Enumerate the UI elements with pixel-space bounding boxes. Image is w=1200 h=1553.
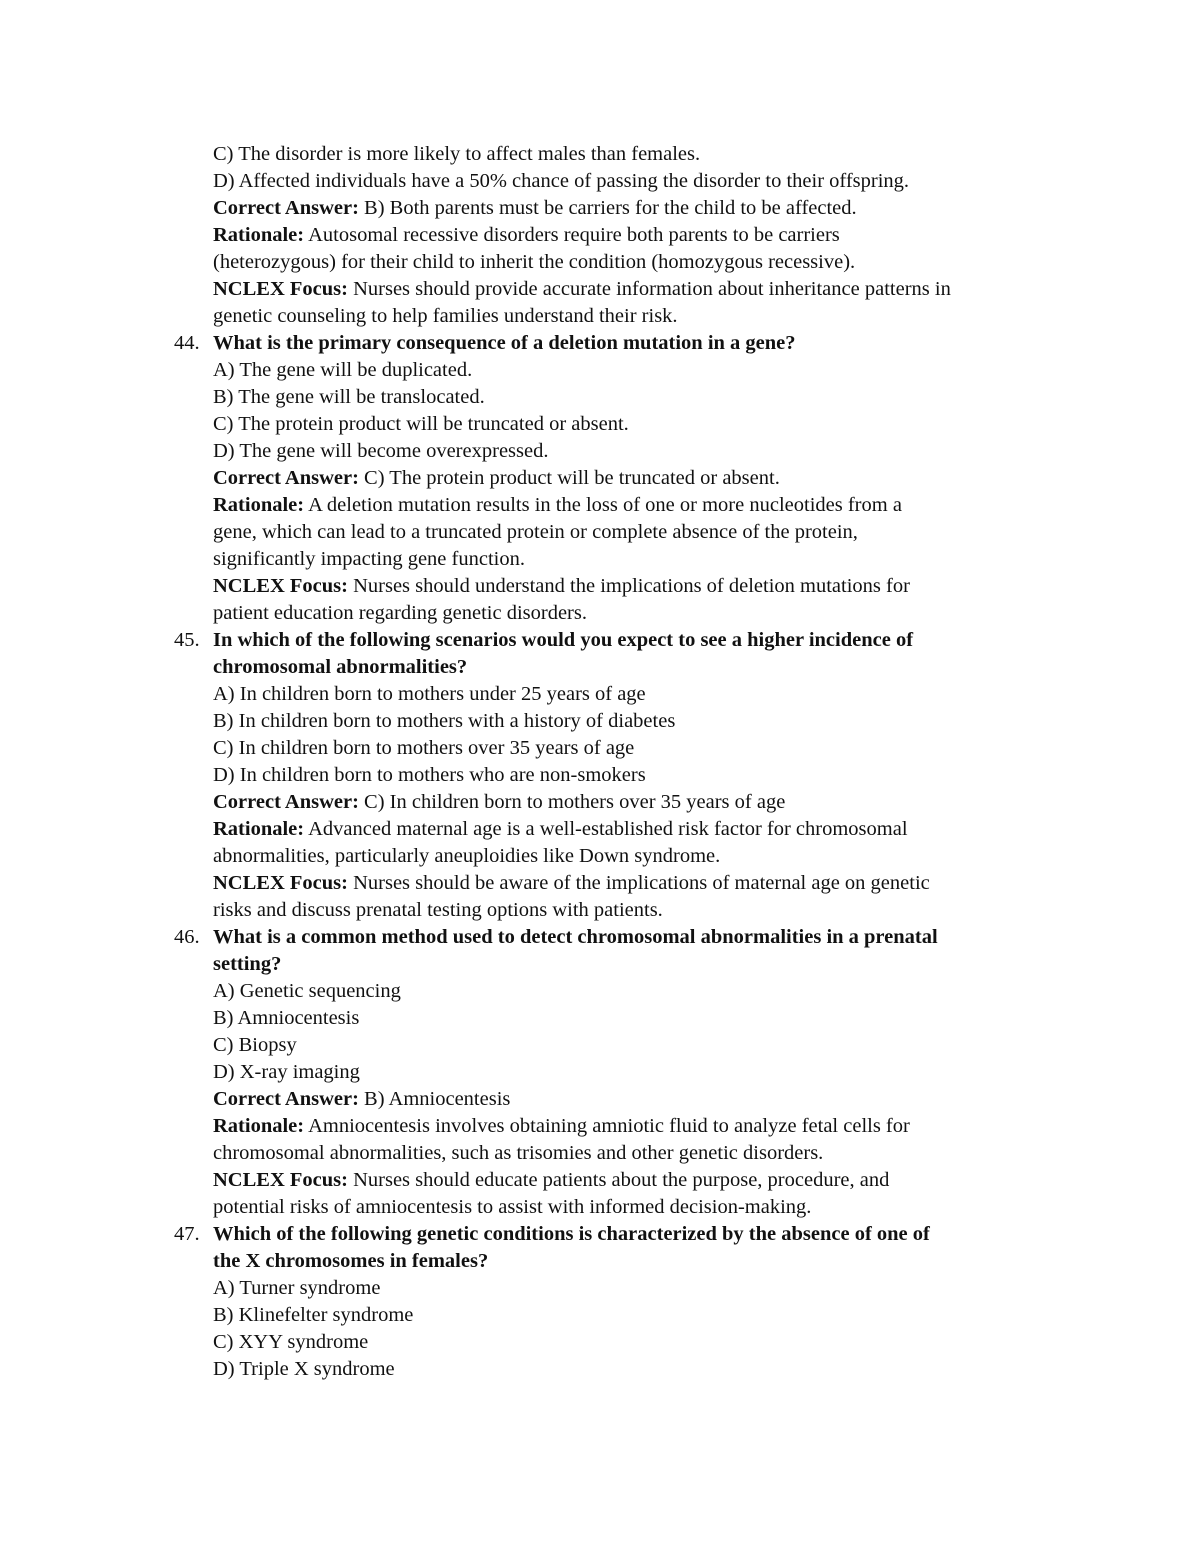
- question-number: 46.: [174, 926, 200, 948]
- nclex-focus-label: NCLEX Focus:: [213, 1169, 348, 1191]
- option-c: C) In children born to mothers over 35 years of age: [213, 737, 635, 759]
- nclex-focus-label: NCLEX Focus:: [213, 872, 348, 894]
- nclex-focus-text: potential risks of amniocentesis to assist with informed decision-making.: [213, 1196, 812, 1218]
- option-b: B) Amniocentesis: [213, 1007, 360, 1029]
- rationale-text: Advanced maternal age is a well-established risk factor for chromosomal: [304, 818, 908, 840]
- option-d: D) In children born to mothers who are non-smokers: [213, 764, 646, 786]
- correct-answer-text: B) Amniocentesis: [358, 1088, 511, 1110]
- rationale-label: Rationale:: [213, 818, 305, 840]
- nclex-focus-text: genetic counseling to help families understand their risk.: [213, 305, 678, 327]
- option-b: B) In children born to mothers with a history of diabetes: [213, 710, 676, 732]
- option-a: A) Genetic sequencing: [213, 980, 401, 1002]
- option-c: C) XYY syndrome: [213, 1331, 369, 1353]
- rationale: [0, 492, 1200, 519]
- option-d: D) X-ray imaging: [213, 1061, 360, 1083]
- option-a: A) Turner syndrome: [213, 1277, 381, 1299]
- document-page: [0, 141, 1200, 1383]
- rationale: [0, 1113, 1200, 1140]
- correct-answer: [0, 789, 1200, 816]
- nclex-focus-text: Nurses should provide accurate information about inheritance patterns in: [347, 278, 951, 300]
- rationale-text: Autosomal recessive disorders require both parents to be carriers: [304, 224, 840, 246]
- question-text: chromosomal abnormalities?: [213, 656, 468, 678]
- rationale: [0, 816, 1200, 843]
- rationale-text: (heterozygous) for their child to inherit the condition (homozygous recessive).: [213, 251, 856, 273]
- correct-answer-label: Correct Answer:: [213, 1088, 359, 1110]
- question-46: [0, 924, 1200, 1221]
- option-d: D) Affected individuals have a 50% chance of passing the disorder to their offspring.: [213, 170, 910, 192]
- option-c: C) The protein product will be truncated or absent.: [213, 413, 629, 435]
- nclex-focus: [0, 276, 1200, 303]
- correct-answer-label: Correct Answer:: [213, 791, 359, 813]
- nclex-focus-text: Nurses should understand the implications of deletion mutations for: [347, 575, 910, 597]
- question-text: the X chromosomes in females?: [213, 1250, 489, 1272]
- rationale: [0, 222, 1200, 249]
- nclex-focus-text: Nurses should be aware of the implications of maternal age on genetic: [347, 872, 930, 894]
- nclex-focus-label: NCLEX Focus:: [213, 278, 348, 300]
- question-43-continued: [0, 141, 1200, 330]
- question-text: 47. Which of the following genetic conditions is characterized by the absence of one of: [0, 1221, 1200, 1248]
- nclex-focus: [0, 870, 1200, 897]
- option-b: B) Klinefelter syndrome: [213, 1304, 414, 1326]
- question-45: [0, 627, 1200, 924]
- question-number: 47.: [174, 1223, 200, 1245]
- question-text: setting?: [213, 953, 282, 975]
- option-d: D) Triple X syndrome: [213, 1358, 395, 1380]
- rationale-text: chromosomal abnormalities, such as trisomies and other genetic disorders.: [213, 1142, 824, 1164]
- question-text: 44. What is the primary consequence of a deletion mutation in a gene?: [0, 330, 1200, 357]
- question-text: 45. In which of the following scenarios would you expect to see a higher incidence of: [0, 627, 1200, 654]
- correct-answer: [0, 195, 1200, 222]
- nclex-focus-label: NCLEX Focus:: [213, 575, 348, 597]
- nclex-focus-text: risks and discuss prenatal testing options with patients.: [213, 899, 663, 921]
- nclex-focus: [0, 1167, 1200, 1194]
- rationale-label: Rationale:: [213, 1115, 305, 1137]
- nclex-focus-text: Nurses should educate patients about the purpose, procedure, and: [347, 1169, 890, 1191]
- option-c: C) Biopsy: [213, 1034, 297, 1056]
- rationale-text: gene, which can lead to a truncated protein or complete absence of the protein,: [213, 521, 858, 543]
- option-d: D) The gene will become overexpressed.: [213, 440, 549, 462]
- rationale-label: Rationale:: [213, 224, 305, 246]
- option-a: A) In children born to mothers under 25 years of age: [213, 683, 646, 705]
- option-c: C) The disorder is more likely to affect males than females.: [213, 143, 701, 165]
- nclex-focus: [0, 573, 1200, 600]
- option-a: A) The gene will be duplicated.: [213, 359, 473, 381]
- rationale-text: Amniocentesis involves obtaining amniotic fluid to analyze fetal cells for: [304, 1115, 910, 1137]
- correct-answer-text: C) The protein product will be truncated or absent.: [358, 467, 780, 489]
- nclex-focus-text: patient education regarding genetic disorders.: [213, 602, 587, 624]
- rationale-text: abnormalities, particularly aneuploidies like Down syndrome.: [213, 845, 721, 867]
- question-number: 44.: [174, 332, 200, 354]
- option-b: B) The gene will be translocated.: [213, 386, 485, 408]
- correct-answer-text: C) In children born to mothers over 35 years of age: [358, 791, 786, 813]
- question-text: 46. What is a common method used to detect chromosomal abnormalities in a prenatal: [0, 924, 1200, 951]
- rationale-label: Rationale:: [213, 494, 305, 516]
- correct-answer-label: Correct Answer:: [213, 197, 359, 219]
- question-number: 45.: [174, 629, 200, 651]
- correct-answer: [0, 1086, 1200, 1113]
- rationale-text: significantly impacting gene function.: [213, 548, 525, 570]
- correct-answer-label: Correct Answer:: [213, 467, 359, 489]
- correct-answer: [0, 465, 1200, 492]
- question-47: [0, 1221, 1200, 1383]
- correct-answer-text: B) Both parents must be carriers for the child to be affected.: [358, 197, 857, 219]
- question-44: [0, 330, 1200, 627]
- rationale-text: A deletion mutation results in the loss of one or more nucleotides from a: [304, 494, 902, 516]
